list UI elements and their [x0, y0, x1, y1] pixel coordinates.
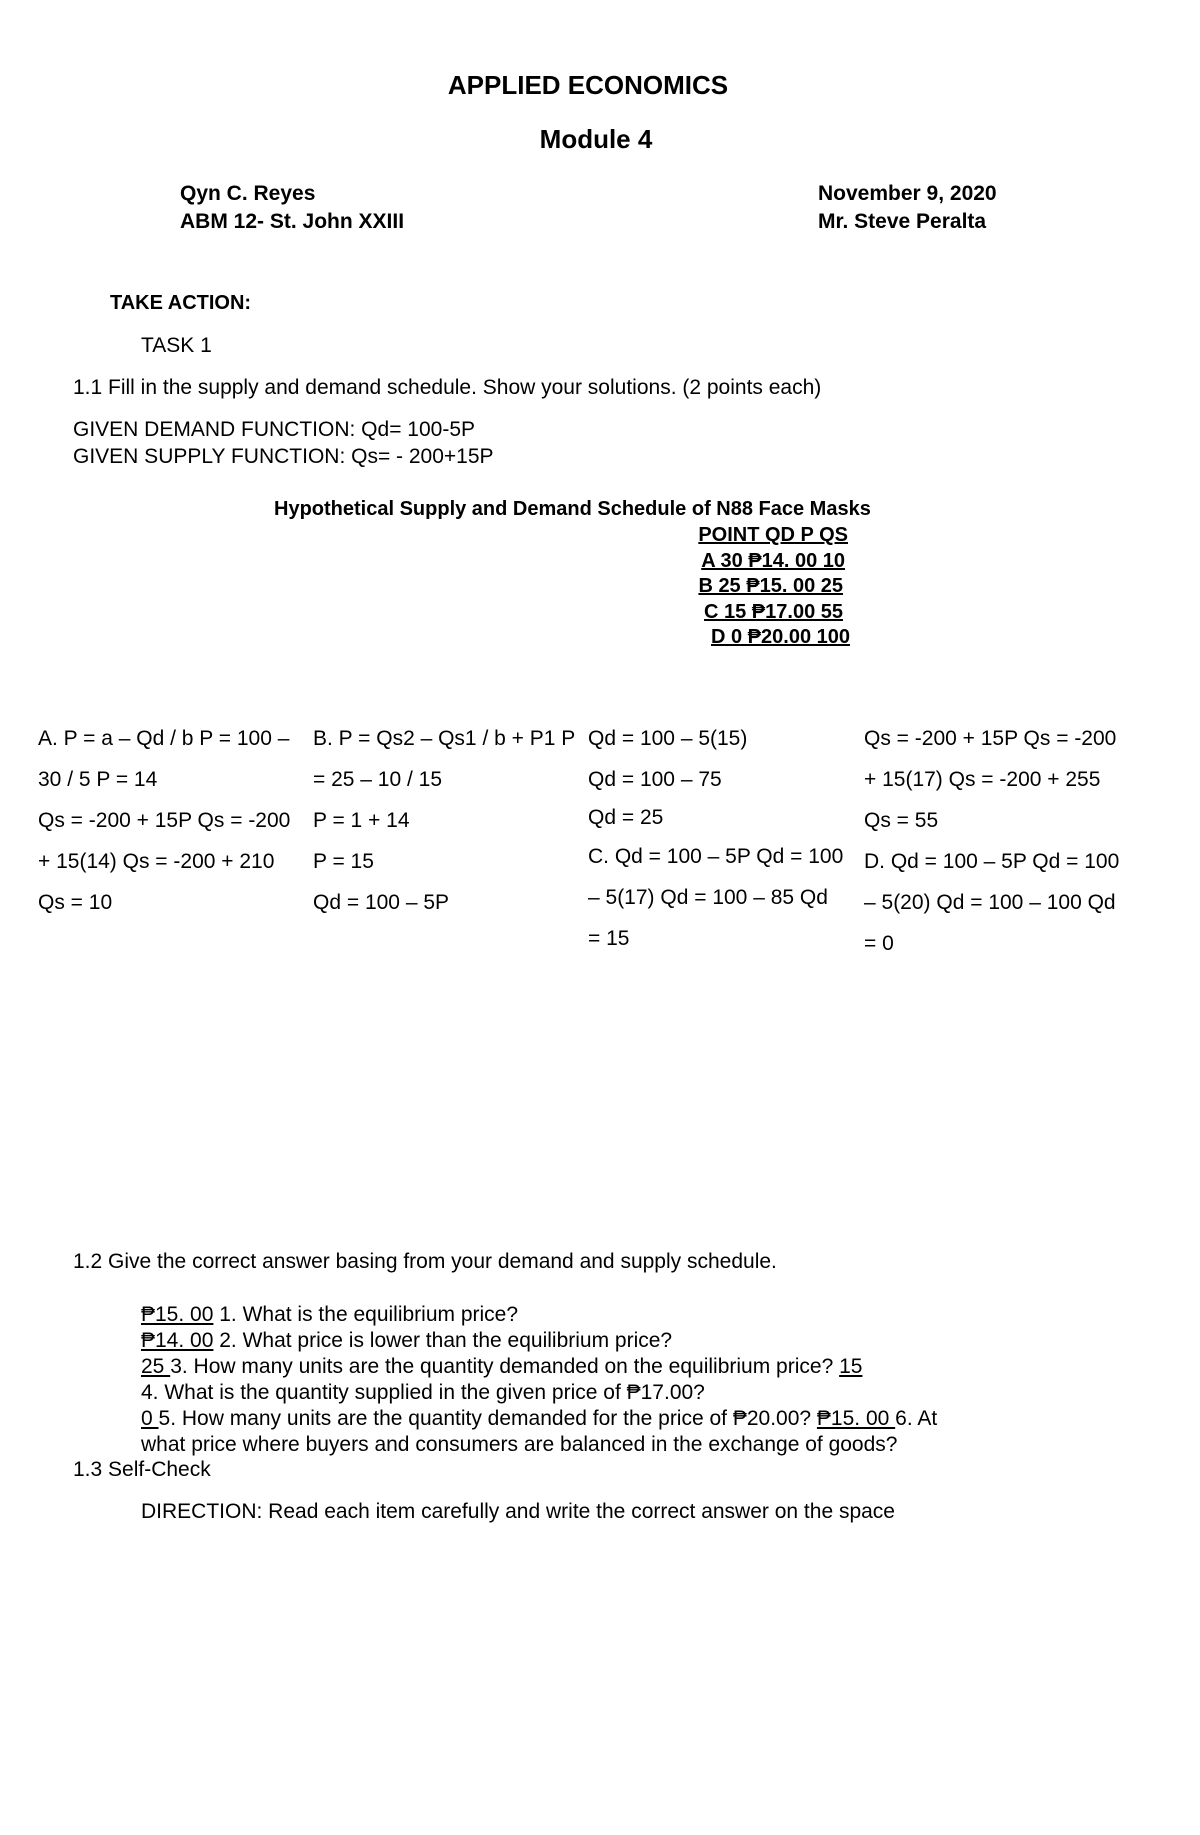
solution-column-d	[864, 718, 1136, 964]
answer-blank: ₱15. 00	[141, 1303, 214, 1326]
solution-column-c	[588, 718, 860, 959]
solution-line: B. P = Qs2 – Qs1 / b + P1 P	[313, 727, 576, 750]
question-6	[141, 1432, 1141, 1458]
solution-line: 30 / 5 P = 14	[38, 768, 158, 791]
question-text: 2. What price is lower than the equilibrium price?	[213, 1329, 673, 1352]
question-1	[141, 1302, 1141, 1328]
question-list	[141, 1302, 1141, 1458]
question-text: 4. What is the quantity supplied in the given price of ₱17.00?	[141, 1381, 705, 1404]
take-action-heading: TAKE ACTION:	[110, 292, 252, 314]
answer-blank: 15	[839, 1355, 863, 1378]
solution-line: D. Qd = 100 – 5P Qd = 100	[864, 850, 1120, 873]
solution-line: + 15(14) Qs = -200 + 210	[38, 850, 275, 873]
solution-line: Qd = 100 – 75	[588, 768, 722, 791]
date: November 9, 2020	[818, 182, 997, 205]
question-text: what price where buyers and consumers are balanced in the exchange of goods?	[141, 1433, 898, 1456]
question-text: 1. What is the equilibrium price?	[213, 1303, 519, 1326]
question-text: 6. At	[895, 1407, 938, 1430]
module-title: Module 4	[539, 124, 653, 154]
schedule-row: B 25 ₱15. 00 25	[698, 575, 843, 597]
task-label: TASK 1	[141, 334, 212, 357]
solution-line: = 25 – 10 / 15	[313, 768, 443, 791]
schedule-table	[660, 523, 920, 651]
question-4	[141, 1380, 1141, 1406]
answer-blank: ₱15. 00	[816, 1407, 896, 1430]
question-text: 5. How many units are the quantity demanded for the price of ₱20.00?	[158, 1407, 817, 1430]
teacher-name: Mr. Steve Peralta	[818, 210, 987, 233]
solution-column-a	[38, 718, 310, 923]
question-text: 3. How many units are the quantity demanded on the equilibrium price?	[170, 1355, 840, 1378]
solution-line: Qd = 100 – 5P	[313, 891, 450, 914]
question-2	[141, 1328, 1141, 1354]
solution-line: Qs = 55	[864, 809, 939, 832]
supply-function: GIVEN SUPPLY FUNCTION: Qs= - 200+15P	[73, 445, 494, 468]
schedule-header-row: POINT QD P QS	[698, 524, 848, 546]
answer-blank: ₱14. 00	[141, 1329, 214, 1352]
answer-blank: 25	[141, 1355, 171, 1378]
answer-blank: 0	[141, 1407, 159, 1430]
solution-line: + 15(17) Qs = -200 + 255	[864, 768, 1101, 791]
solution-line: – 5(20) Qd = 100 – 100 Qd	[864, 891, 1116, 914]
solution-line: A. P = a – Qd / b P = 100 –	[38, 727, 290, 750]
solution-line: Qd = 100 – 5(15)	[588, 727, 748, 750]
schedule-row: A 30 ₱14. 00 10	[701, 549, 845, 572]
solution-line: = 0	[864, 932, 894, 955]
document-title: APPLIED ECONOMICS	[447, 70, 729, 100]
schedule-title: Hypothetical Supply and Demand Schedule of N88 Face Masks	[274, 498, 871, 520]
solution-column-b	[313, 718, 585, 923]
self-check-heading: 1.3 Self-Check	[73, 1458, 211, 1481]
student-section: ABM 12- St. John XXIII	[180, 210, 405, 233]
question-3	[141, 1354, 1141, 1380]
solution-line: P = 1 + 14	[313, 809, 410, 832]
student-name: Qyn C. Reyes	[180, 182, 316, 205]
solution-line: Qs = 10	[38, 891, 113, 914]
self-check-direction: DIRECTION: Read each item carefully and write the correct answer on the space	[141, 1500, 895, 1523]
solution-line: P = 15	[313, 850, 374, 873]
solution-line: Qs = -200 + 15P Qs = -200	[864, 727, 1117, 750]
solution-line: – 5(17) Qd = 100 – 85 Qd	[588, 886, 828, 909]
instruction-1-1: 1.1 Fill in the supply and demand schedule. Show your solutions. (2 points each)	[73, 376, 822, 399]
solution-line: Qd = 25	[588, 806, 664, 829]
instruction-1-2: 1.2 Give the correct answer basing from your demand and supply schedule.	[73, 1250, 777, 1273]
question-5	[141, 1406, 1141, 1432]
schedule-row: C 15 ₱17.00 55	[704, 600, 843, 623]
schedule-row: D 0 ₱20.00 100	[711, 626, 850, 648]
demand-function: GIVEN DEMAND FUNCTION: Qd= 100-5P	[73, 418, 476, 441]
solution-line: C. Qd = 100 – 5P Qd = 100	[588, 845, 844, 868]
solution-line: Qs = -200 + 15P Qs = -200	[38, 809, 291, 832]
solution-line: = 15	[588, 927, 630, 950]
